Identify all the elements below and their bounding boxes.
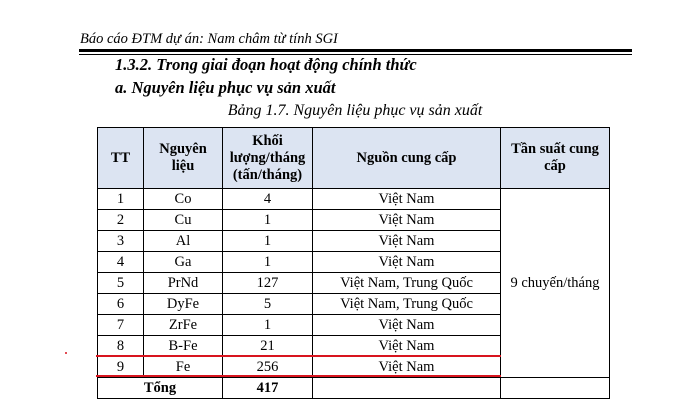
header-rule-thick: [79, 49, 632, 52]
total-frequency-empty: [501, 378, 610, 399]
materials-table: [97, 127, 610, 399]
cell-source: Việt Nam: [313, 315, 501, 336]
cell-source: Việt Nam: [313, 189, 501, 210]
cell-tt: 1: [98, 189, 144, 210]
cell-source: Việt Nam: [313, 231, 501, 252]
table-header-row: [98, 128, 610, 189]
cell-mass: 1: [223, 315, 313, 336]
col-header-tt: TT: [98, 128, 144, 189]
col-header-mass: Khối lượng/tháng (tấn/tháng): [223, 128, 313, 189]
table-total-row: [98, 378, 610, 399]
cell-material: PrNd: [144, 273, 223, 294]
cell-tt: 3: [98, 231, 144, 252]
cell-mass: 5: [223, 294, 313, 315]
subsection-heading: a. Nguyên liệu phục vụ sản xuất: [115, 78, 336, 97]
section-heading: 1.3.2. Trong giai đoạn hoạt động chính thức: [115, 55, 417, 74]
cell-tt: 2: [98, 210, 144, 231]
running-header: Báo cáo ĐTM dự án: Nam châm từ tính SGI: [80, 31, 338, 47]
cell-tt: 5: [98, 273, 144, 294]
cell-tt: 9: [98, 357, 144, 378]
total-value: 417: [223, 378, 313, 399]
cell-source: Việt Nam: [313, 210, 501, 231]
cell-tt: 7: [98, 315, 144, 336]
cell-material: Al: [144, 231, 223, 252]
cell-mass: 21: [223, 336, 313, 357]
cell-material: Fe: [144, 357, 223, 378]
highlight-line-top: [96, 355, 501, 357]
cell-mass: 127: [223, 273, 313, 294]
cell-mass: 4: [223, 189, 313, 210]
table-row: [98, 189, 610, 210]
cell-material: DyFe: [144, 294, 223, 315]
table-caption: Bảng 1.7. Nguyên liệu phục vụ sản xuất: [227, 102, 483, 119]
col-header-source: Nguồn cung cấp: [313, 128, 501, 189]
highlight-line-bottom: [96, 375, 501, 377]
total-source-empty: [313, 378, 501, 399]
cell-source: Việt Nam: [313, 357, 501, 378]
col-header-material: Nguyên liệu: [144, 128, 223, 189]
cell-mass: 1: [223, 231, 313, 252]
total-label: Tổng: [98, 378, 223, 399]
cell-material: B-Fe: [144, 336, 223, 357]
cell-source: Việt Nam, Trung Quốc: [313, 294, 501, 315]
cell-mass: 1: [223, 210, 313, 231]
cell-tt: 4: [98, 252, 144, 273]
stray-red-mark: [65, 352, 67, 354]
cell-tt: 6: [98, 294, 144, 315]
cell-tt: 8: [98, 336, 144, 357]
cell-material: Co: [144, 189, 223, 210]
cell-source: Việt Nam: [313, 336, 501, 357]
cell-material: Cu: [144, 210, 223, 231]
cell-source: Việt Nam, Trung Quốc: [313, 273, 501, 294]
cell-source: Việt Nam: [313, 252, 501, 273]
cell-mass: 1: [223, 252, 313, 273]
cell-mass: 256: [223, 357, 313, 378]
cell-material: Ga: [144, 252, 223, 273]
cell-frequency: 9 chuyến/tháng: [501, 189, 610, 378]
col-header-frequency: Tần suất cung cấp: [501, 128, 610, 189]
cell-material: ZrFe: [144, 315, 223, 336]
